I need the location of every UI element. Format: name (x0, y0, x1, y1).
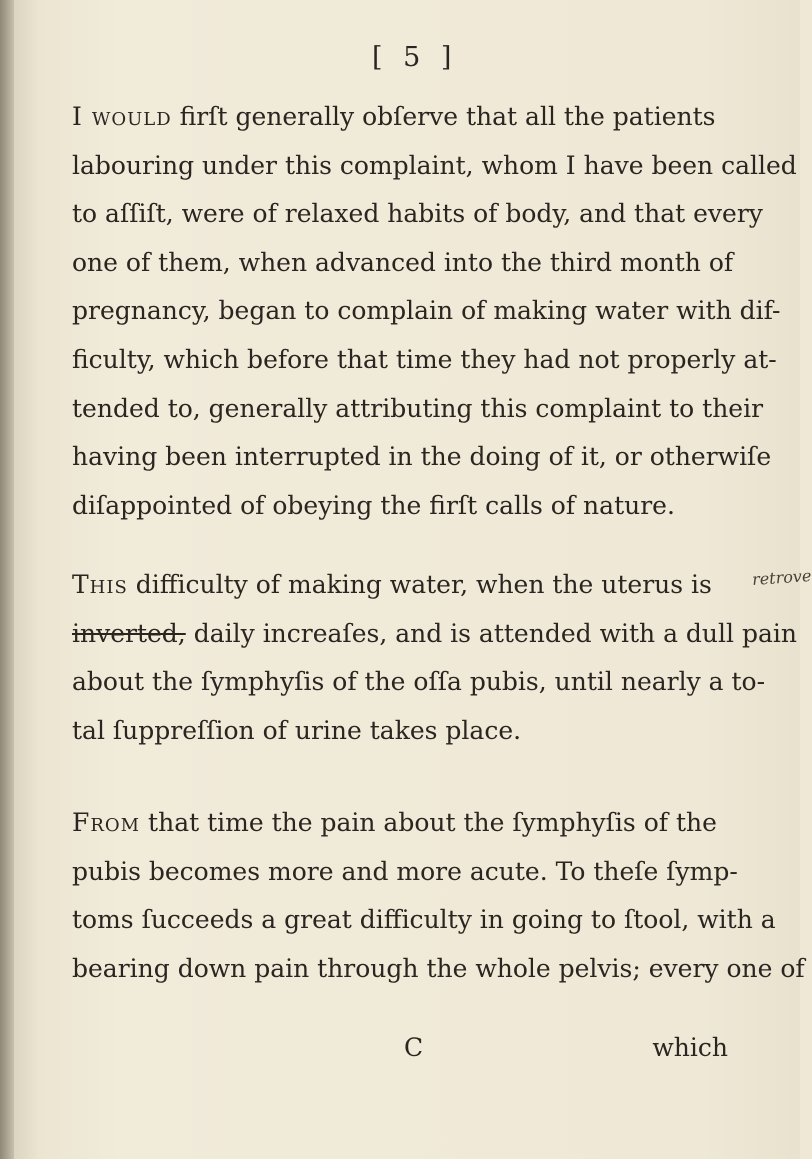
text-line: to aſſiſt, were of relaxed habits of body, and that every (72, 199, 763, 229)
text-line: This difficulty of making water, when the uterus is (72, 570, 712, 599)
text-line: pregnancy, began to complain of making water with dif- (72, 296, 781, 326)
text-line: diſappointed of obeying the firſt calls of nature. (72, 490, 675, 520)
paragraph-1 (72, 93, 797, 530)
text-line: inverted, daily increaſes, and is attended with a dull pain (72, 618, 797, 648)
paragraph-lead: This (72, 570, 128, 599)
handwritten-margin-note: retrove (751, 565, 812, 590)
paragraph-lead: From (72, 808, 141, 837)
text-line: toms ſucceeds a great difficulty in going to ſtool, with a (72, 905, 776, 935)
text-line: ficulty, which before that time they had not properly at- (72, 344, 777, 374)
paragraph-lead: I would (72, 102, 172, 131)
text-line: labouring under this complaint, whom I have been called (72, 150, 797, 180)
text-line: I would firſt generally obſerve that all the patients (72, 102, 716, 131)
catchword: which (652, 1033, 728, 1062)
signature-mark: C (404, 1033, 424, 1062)
struck-through-word: inverted, (72, 618, 186, 648)
text-line: pubis becomes more and more acute. To theſe ſymp- (72, 856, 738, 886)
text-line: about the ſymphyſis of the oſſa pubis, until nearly a to- (72, 667, 766, 697)
paragraph-3 (72, 799, 805, 993)
text-line: tal ſuppreſſion of urine takes place. (72, 715, 522, 745)
page-footer (72, 1025, 740, 1073)
text-line: having been interrupted in the doing of it, or otherwiſe (72, 442, 772, 472)
text-line: bearing down pain through the whole pelvis; every one of (72, 953, 805, 983)
text-line: From that time the pain about the ſymphyſis of the (72, 808, 717, 837)
text-line: tended to, generally attributing this complaint to their (72, 393, 764, 423)
book-binding-edge (0, 0, 14, 1159)
page-number: [ 5 ] (372, 42, 458, 73)
text-line: one of them, when advanced into the third month of (72, 247, 734, 277)
